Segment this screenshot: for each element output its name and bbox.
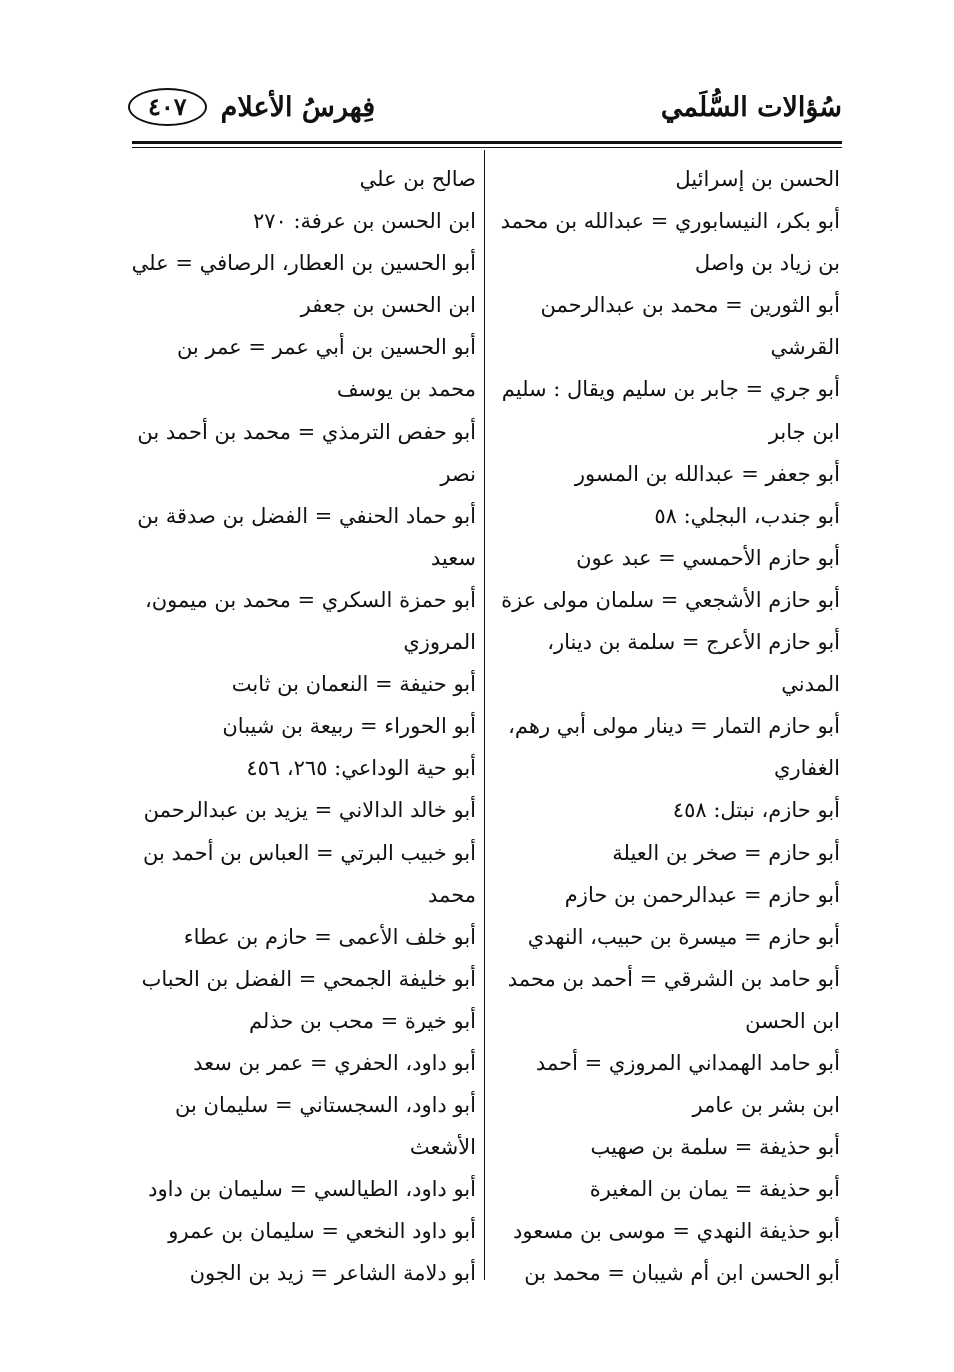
index-entry: أبو حازم الأشجعي = سلمان مولى عزة — [501, 587, 840, 612]
index-entry: المدني — [781, 672, 840, 697]
index-entry: أبو جري = جابر بن سليم ويقال : سليم — [501, 377, 840, 402]
index-entry: أبو جعفر = عبدالله بن المسور — [574, 461, 840, 486]
index-entry: أبو داود، الطيالسي = سليمان بن داود — [148, 1177, 476, 1202]
index-entry: أبو حازم = صخر بن العيلة — [612, 840, 840, 865]
index-entry: ابن الحسن بن جعفر — [300, 293, 476, 318]
index-entry: أبو بكر، النيسابوري = عبدالله بن محمد — [500, 209, 840, 234]
column-divider — [484, 150, 485, 1280]
index-entry: أبو حذيفة النهدي = موسى بن مسعود — [513, 1219, 840, 1244]
index-entry: صالح بن علي — [359, 167, 476, 191]
index-entry: أبو الحسين بن العطار، الرصافي = علي — [132, 251, 476, 276]
index-entry: أبو خبيب البرتي = العباس بن أحمد بن — [142, 840, 476, 865]
index-entry: أبو حازم = عبدالرحمن بن حازم — [564, 882, 840, 907]
index-entry: أبو حازم الأحمسي = عبد عون — [576, 545, 840, 570]
index-entry: أبو حذيفة = سلمة بن صهيب — [590, 1135, 840, 1160]
index-entry: أبو دلامة الشاعر = زيد بن الجون — [189, 1261, 476, 1286]
index-entry: أبو خليفة الجمحي = الفضل بن الحباب — [141, 966, 476, 991]
index-entry: أبو حنيفة = النعمان بن ثابت — [231, 672, 476, 697]
index-entry: ابن الحسن — [745, 1008, 840, 1033]
index-entry: الغفاري — [774, 756, 840, 781]
index-entry: أبو حذيفة = يمان بن المغيرة — [589, 1177, 840, 1202]
index-entry: أبو الحوراء = ربيعة بن شيبان — [222, 714, 476, 739]
index-entry: أبو داود، الحفري = عمر بن سعد — [193, 1050, 476, 1075]
header-rule-thin — [132, 147, 842, 148]
index-entry: أبو خالد الدالاني = يزيد بن عبدالرحمن — [143, 798, 476, 823]
index-entry: أبو حفص الترمذي = محمد بن أحمد بن — [137, 419, 476, 444]
right-column — [500, 158, 840, 1295]
index-entry: أبو حماد الحنفي = الفضل بن صدقة بن — [137, 503, 476, 528]
index-entry: أبو حمزة السكري = محمد بن ميمون، — [144, 587, 476, 612]
left-column — [132, 158, 476, 1295]
index-entry: الحسن بن إسرائيل — [675, 167, 840, 191]
index-entry: أبو الثورين = محمد بن عبدالرحمن — [540, 293, 840, 318]
index-title: فِهرسُ الأعلام — [220, 91, 376, 123]
index-entry: أبو حية الوداعي: ٢٦٥، ٤٥٦ — [246, 756, 476, 781]
page-number: ٤٠٧ — [128, 88, 207, 126]
index-entry: أبو داود النخعي = سليمان بن عمرو — [168, 1219, 476, 1244]
index-entry: أبو الحسين بن أبي عمر = عمر بن — [176, 335, 476, 360]
index-entry: بن زياد بن واصل — [694, 251, 840, 276]
index-entry: محمد بن يوسف — [336, 377, 476, 402]
index-entry: أبو حازم التمار = دينار مولى أبي رهم، — [508, 714, 840, 739]
index-entry: المروزي — [403, 630, 476, 655]
index-entry: أبو حازم، نبتل: ٤٥٨ — [672, 798, 840, 823]
index-entry: ابن بشر بن عامر — [692, 1093, 840, 1118]
index-entry: نصر — [440, 461, 476, 486]
index-entry: أبو حازم الأعرج = سلمة بن دينار، — [547, 630, 840, 655]
index-entry: محمد — [428, 882, 476, 907]
index-entry: أبو جندب، البجلي: ٥٨ — [654, 503, 840, 528]
book-title: سُؤالات السُّلَمي — [660, 92, 842, 123]
index-entry: الأشعث — [409, 1135, 476, 1160]
index-entry: أبو حامد الهمداني المروزي = أحمد — [535, 1050, 840, 1075]
page-header — [128, 88, 842, 140]
index-entry: أبو حازم = ميسرة بن حبيب، النهدي — [527, 924, 840, 949]
index-entry: ابن جابر — [768, 419, 840, 444]
header-rule-thick — [132, 141, 842, 144]
index-entry: أبو داود، السجستاني = سليمان بن — [175, 1093, 476, 1118]
index-entry: القرشي — [770, 335, 840, 360]
index-entry: أبو الحسن ابن أم شيبان = محمد بن — [524, 1261, 840, 1286]
index-entry: سعيد — [430, 545, 476, 570]
index-entry: أبو خيرة = محب بن حذلم — [248, 1008, 476, 1033]
index-entry: أبو حامد بن الشرقي = أحمد بن محمد — [507, 966, 840, 991]
index-entry: ابن الحسن بن عرفة: ٢٧٠ — [252, 209, 476, 234]
index-entry: أبو خلف الأعمى = حازم بن عطاء — [183, 924, 476, 949]
index-header-group — [128, 88, 375, 126]
